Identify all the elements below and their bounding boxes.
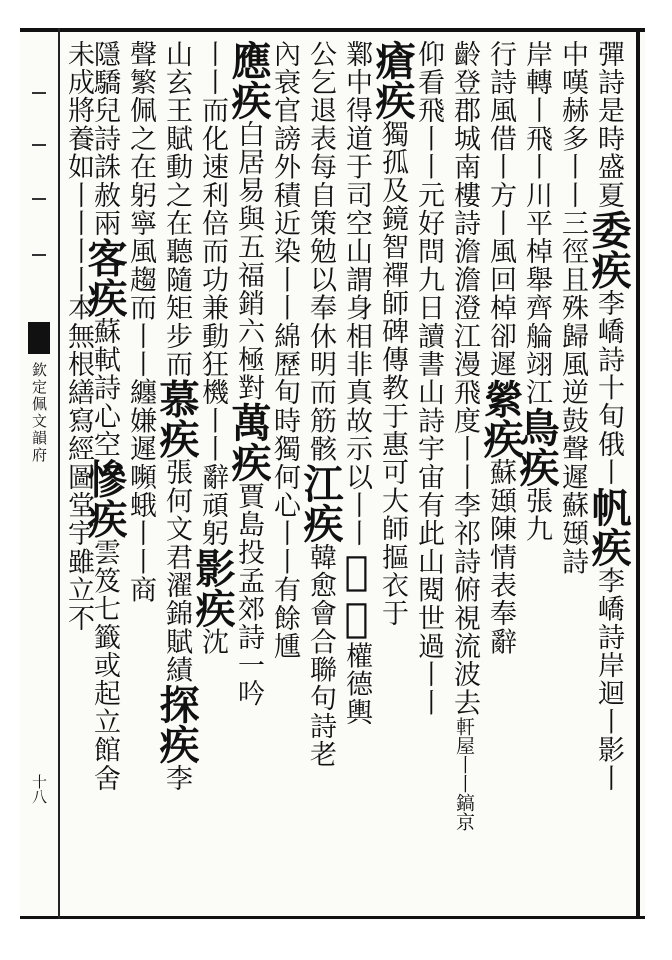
margin-book-title: 欽定佩文韻府 <box>30 362 48 464</box>
entry-text: 山玄王賦動之在聽隨矩步而 <box>161 40 192 379</box>
entry-text: 商 <box>125 575 156 605</box>
entry-text: 蘇頲陳情表奉辭 <box>485 458 516 656</box>
entry-text: 行詩風借丨方丨風回棹卻遲 <box>485 40 516 379</box>
entry-text: 張何文君濯錦賦績 <box>161 458 192 685</box>
small-annotation: 軒屋丨丨鎬京 <box>453 716 475 831</box>
text-column <box>477 40 524 910</box>
entry-text: 賈島投孟郊詩一吟 <box>233 482 264 708</box>
entry-text: 丨丨本無根 <box>63 237 94 379</box>
headword: 萬疾 <box>225 402 272 482</box>
headword: 瘡疾 <box>369 40 416 120</box>
margin-tick <box>32 92 46 94</box>
headword: 客疾 <box>81 237 128 318</box>
entry-text: 李嶠詩十旬俄丨 <box>593 289 624 487</box>
entry-text: 白居易與五福銷六極對 <box>233 120 264 402</box>
headword: 鳥疾 <box>513 406 560 487</box>
entry-text: 纏嫌遲嚬蛾丨丨 <box>125 378 156 576</box>
entry-text: 繕寫經圖堂宇雖立不 <box>63 378 94 633</box>
text-column <box>585 40 632 910</box>
text-column <box>410 40 446 910</box>
entry-text: 韓愈會合聯句詩老 <box>305 543 336 769</box>
entry-text: 張九 <box>521 486 552 544</box>
headword: 委疾 <box>585 209 632 290</box>
margin-tick <box>32 198 46 200</box>
fish-tail-block <box>28 322 50 354</box>
entry-text: 雲笈七籤或起立館舍 <box>89 538 120 793</box>
text-column <box>369 40 416 910</box>
entry-text: 權德輿 <box>341 641 372 727</box>
headword: 應疾 <box>225 40 272 120</box>
bottom-border-rule <box>20 916 645 919</box>
headword: 江疾 <box>297 463 344 543</box>
entry-text: 中嘆赫多丨丨三徑且殊歸 <box>557 40 588 351</box>
entry-text: 內衰官謗外積近染丨丨綿歷旬時 <box>269 40 300 435</box>
entry-text: 公乞退表每自策勉以奉休明而筋骸 <box>305 40 336 463</box>
headword: 影疾 <box>189 547 236 628</box>
headword: 慘疾 <box>81 458 128 539</box>
text-column <box>513 40 560 910</box>
margin-tick <box>32 144 46 146</box>
entry-text: 鄴中得道于司空山謂身相非真故示以丨丨 <box>341 40 372 548</box>
margin-folio-number: 十八 <box>30 774 48 804</box>
entry-text: 李嶠詩岸迴丨影丨 <box>593 566 624 793</box>
entry-text: 動狂機丨丨辭頑躬 <box>197 322 228 548</box>
text-column <box>189 40 236 910</box>
entry-text: 蘇軾詩心空 <box>89 317 120 459</box>
margin-strip <box>20 32 58 916</box>
entry-text: 李 <box>161 764 192 793</box>
text-column <box>225 40 272 910</box>
right-border-rule <box>636 28 640 919</box>
entry-text: 彈詩是時盛夏 <box>593 40 624 210</box>
margin-tick <box>32 254 46 256</box>
entry-text: 未成將養如丨丨 <box>63 40 94 238</box>
top-border-rule <box>20 28 645 32</box>
headword: 帆疾 <box>585 486 632 567</box>
entry-text: 獨孤及鏡智禪師碑傳教于惠可大師摳衣于 <box>377 120 408 628</box>
text-column <box>446 40 482 910</box>
entry-text: 聲繁佩之在躬寧風趨而丨丨 <box>125 40 156 379</box>
text-column <box>297 40 344 910</box>
text-column <box>60 40 96 910</box>
entry-text: 丨丨而化速利倍而功兼 <box>197 40 228 322</box>
headword: 慕疾 <box>153 378 200 459</box>
entry-text: 沈 <box>197 627 228 656</box>
entry-text: 風逆鼓聲遲蘇頲詩 <box>557 350 588 576</box>
text-column <box>153 40 200 910</box>
entry-text: 仰看飛丨丨元好問九日讀書山詩宇宙有此山閱世過丨丨 <box>413 40 444 717</box>
headword: 縈疾 <box>477 378 524 459</box>
headword: 𪽘疾 <box>333 547 380 642</box>
entry-text: 獨何心丨丨有餘尰 <box>269 434 300 661</box>
entry-text: 隱驕兒詩誅赦兩 <box>89 40 120 238</box>
headword: 探疾 <box>153 684 200 765</box>
entry-text: 岸轉丨飛丨川平棹舉齊䑳翊江 <box>521 40 552 407</box>
entry-text: 齡登郡城南樓詩澹澹澄江漫飛度丨丨李祁詩俯視流波去 <box>449 40 480 717</box>
